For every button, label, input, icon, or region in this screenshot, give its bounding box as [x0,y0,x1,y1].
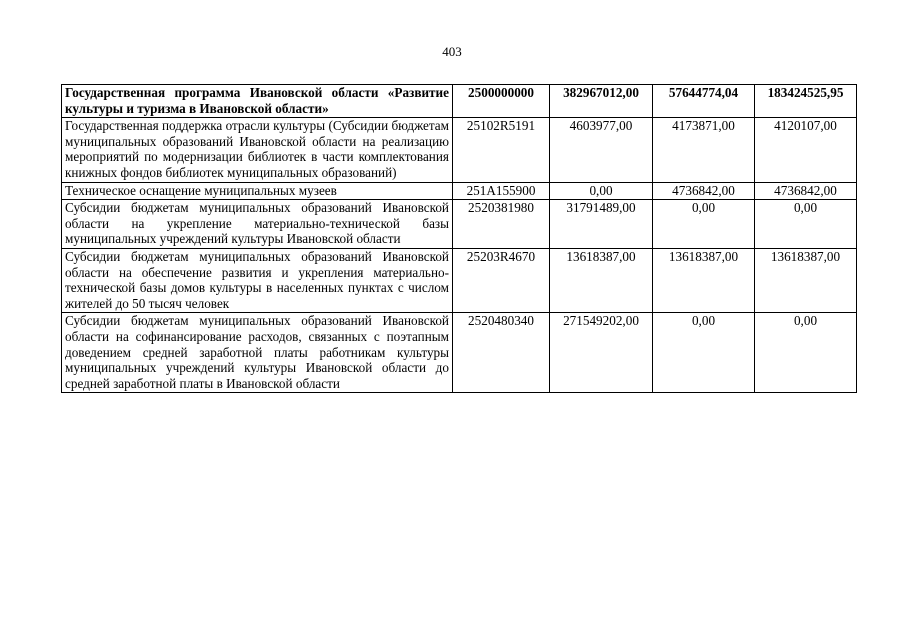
row-name: Государственная программа Ивановской области «Развитие культуры и туризма в Ивановской области» [62,85,453,118]
row-value-3: 4736842,00 [755,182,857,200]
row-value-1: 271549202,00 [550,313,653,393]
row-code: 25102R5191 [453,118,550,182]
table-row [62,313,857,393]
row-code: 251A155900 [453,182,550,200]
table-row [62,182,857,200]
row-value-3: 13618387,00 [755,248,857,312]
row-value-3: 183424525,95 [755,85,857,118]
row-value-1: 0,00 [550,182,653,200]
row-value-2: 4736842,00 [653,182,755,200]
row-name: Субсидии бюджетам муниципальных образований Ивановской области на софинансирование расходов, связанных с поэтапным доведением средней заработной платы работникам культуры муниципальных учреждений культуры Ивановской области до средней заработной платы в Ивановской области [62,313,453,393]
row-value-1: 13618387,00 [550,248,653,312]
row-code: 2520480340 [453,313,550,393]
row-value-1: 4603977,00 [550,118,653,182]
page-number: 403 [442,44,462,59]
row-code: 25203R4670 [453,248,550,312]
table-row [62,85,857,118]
row-value-1: 31791489,00 [550,200,653,249]
budget-table [61,84,857,393]
row-value-2: 0,00 [653,200,755,249]
row-value-1: 382967012,00 [550,85,653,118]
row-name: Субсидии бюджетам муниципальных образований Ивановской области на обеспечение развития и укрепления материально-технической базы домов культуры в населенных пунктах с числом жителей до 50 тысяч человек [62,248,453,312]
table-row [62,200,857,249]
row-name: Государственная поддержка отрасли культуры (Субсидии бюджетам муниципальных образований Ивановской области на реализацию мероприятий по модернизации библиотек в части комплектования книжных фондов библиотек муниципальных образований) [62,118,453,182]
row-code: 2500000000 [453,85,550,118]
row-value-3: 0,00 [755,313,857,393]
row-code: 2520381980 [453,200,550,249]
row-value-2: 4173871,00 [653,118,755,182]
row-value-3: 0,00 [755,200,857,249]
row-value-3: 4120107,00 [755,118,857,182]
row-name: Техническое оснащение муниципальных музеев [62,182,453,200]
row-value-2: 0,00 [653,313,755,393]
table-row [62,248,857,312]
row-value-2: 57644774,04 [653,85,755,118]
row-name: Субсидии бюджетам муниципальных образований Ивановской области на укрепление материально-технической базы муниципальных учреждений культуры Ивановской области [62,200,453,249]
table-row [62,118,857,182]
row-value-2: 13618387,00 [653,248,755,312]
